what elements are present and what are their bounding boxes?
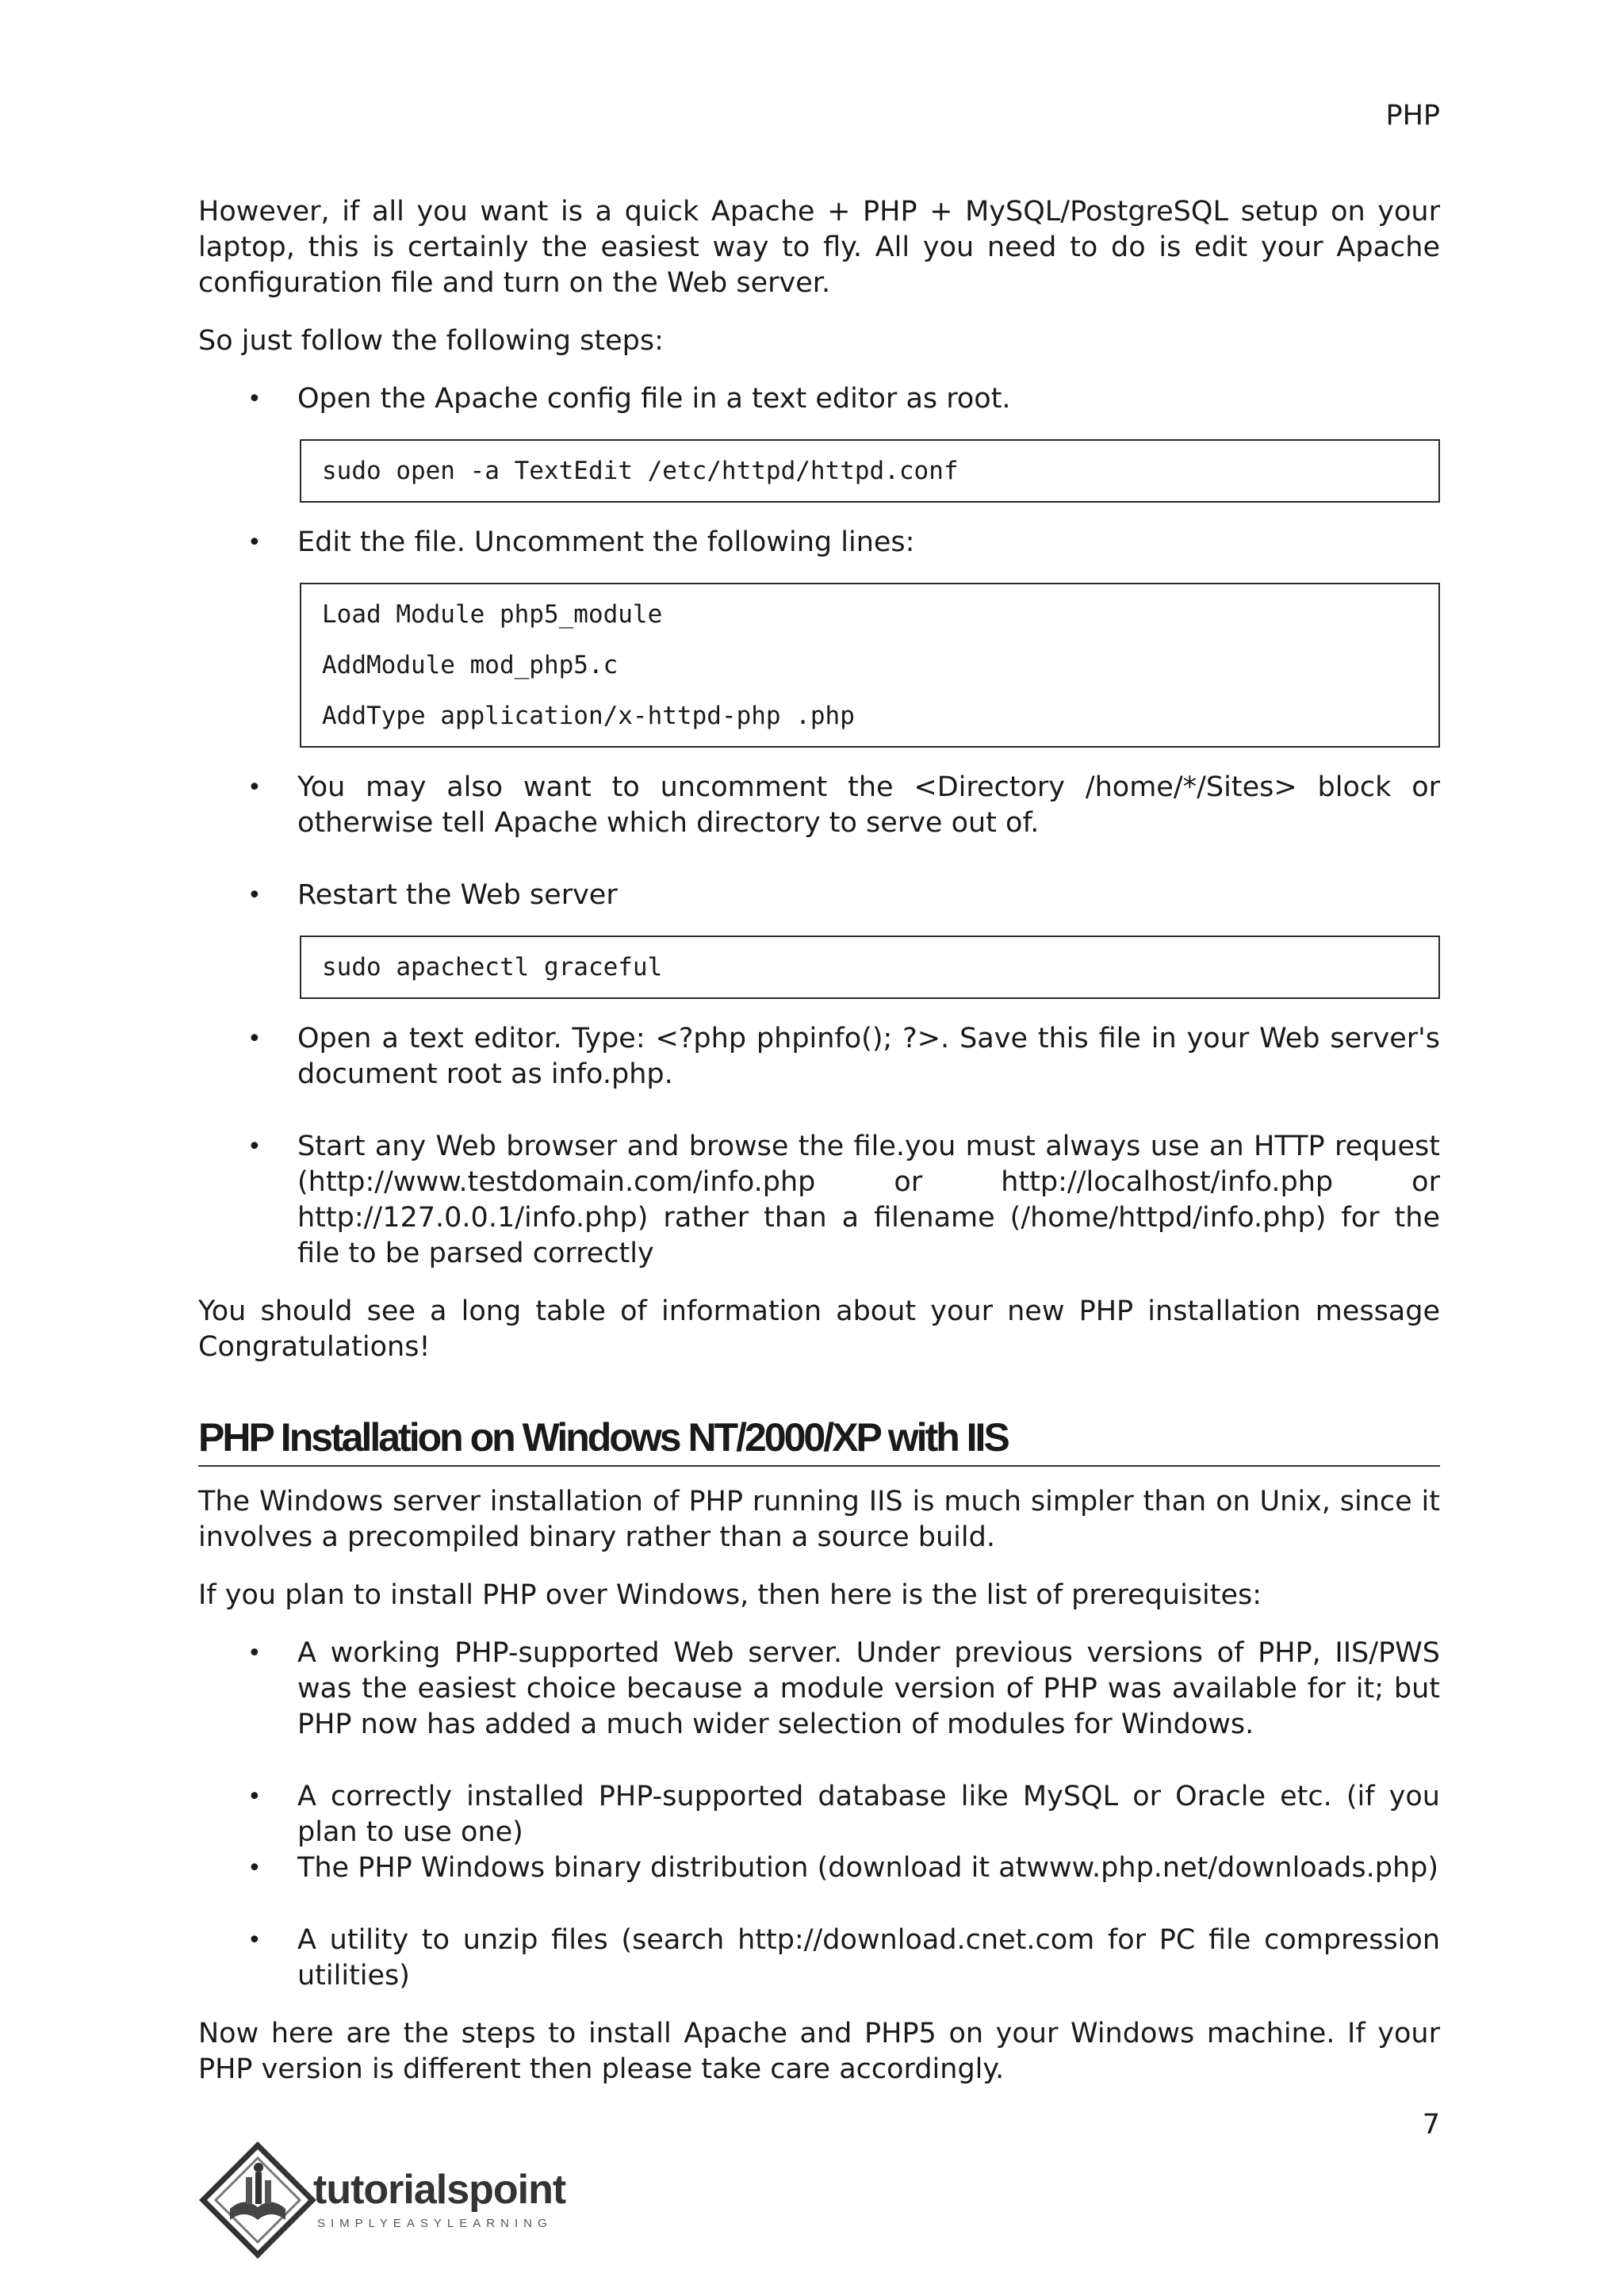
setup-steps-list (198, 381, 1440, 417)
code-line: sudo open -a TextEdit /etc/httpd/httpd.conf (322, 457, 959, 485)
list-item (198, 1779, 1440, 1850)
list-item-text: You may also want to uncomment the <Directory /home/*/Sites> block or otherwise tell Apache which directory to serve out of. (297, 771, 1440, 839)
list-item (198, 770, 1440, 841)
bullet-icon: • (247, 1640, 262, 1667)
list-item (198, 1923, 1440, 1994)
code-block-open-config (300, 439, 1440, 503)
list-item-text: A working PHP-supported Web server. Under previous versions of PHP, IIS/PWS was the easiest choice because a module version of PHP was available for it; but PHP now has added a much wider selection of modules for Windows. (297, 1637, 1440, 1740)
bullet-icon: • (247, 385, 262, 413)
logo-tagline: SIMPLYEASYLEARNING (317, 2217, 553, 2230)
logo-wordmark: tutorialspoint (313, 2167, 566, 2213)
tutorialspoint-logo (198, 2141, 642, 2260)
code-line: AddType application/x-httpd-php .php (322, 702, 855, 730)
setup-steps-list (198, 1021, 1440, 1272)
list-item (198, 1850, 1440, 1886)
running-header: PHP (1385, 100, 1440, 132)
list-item-text: Restart the Web server (297, 879, 618, 911)
code-line: Load Module php5_module (322, 600, 663, 629)
list-item-text: The PHP Windows binary distribution (download it atwww.php.net/downloads.php) (297, 1852, 1439, 1884)
list-item (198, 1021, 1440, 1093)
closing-paragraph: Now here are the steps to install Apache and PHP5 on your Windows machine. If your PHP version is different then please take care accordingly. (198, 2018, 1440, 2085)
setup-steps-list (198, 770, 1440, 913)
bullet-icon: • (247, 882, 262, 909)
intro-paragraph: However, if all you want is a quick Apache + PHP + MySQL/PostgreSQL setup on your laptop, this is certainly the easiest way to fly. All you need to do is edit your Apache configuration file and turn on the Web server. (198, 196, 1440, 299)
list-item-text: Open the Apache config file in a text editor as root. (297, 383, 1011, 415)
list-item (198, 1129, 1440, 1272)
list-item (198, 381, 1440, 417)
page-number: 7 (1422, 2109, 1440, 2141)
list-item (198, 525, 1440, 561)
code-line: AddModule mod_php5.c (322, 651, 619, 679)
windows-intro-paragraph: The Windows server installation of PHP running IIS is much simpler than on Unix, since it involves a precompiled binary rather than a source build. (198, 1486, 1440, 1553)
bullet-icon: • (247, 1025, 262, 1053)
book-diamond-icon (198, 2141, 317, 2260)
list-item (198, 1636, 1440, 1743)
section-heading: PHP Installation on Windows NT/2000/XP with IIS (198, 1413, 1440, 1467)
list-item-text: Edit the file. Uncomment the following lines: (297, 526, 915, 558)
list-item-text: A correctly installed PHP-supported database like MySQL or Oracle etc. (if you plan to use one) (297, 1781, 1440, 1848)
page-content (198, 194, 1440, 2110)
bullet-icon: • (247, 1133, 262, 1161)
list-item-text: Open a text editor. Type: <?php phpinfo(); ?>. Save this file in your Web server's document root as info.php. (297, 1023, 1440, 1090)
steps-intro-paragraph: So just follow the following steps: (198, 325, 664, 357)
code-line: sudo apachectl graceful (322, 953, 663, 982)
list-item-text: A utility to unzip files (search http://download.cnet.com for PC file compression utilities) (297, 1924, 1440, 1992)
list-item-text: Start any Web browser and browse the file.you must always use an HTTP request (http://www.testdomain.com/info.php or http://localhost/info.php or http://127.0.0.1/info.php) rather than a filename (/home/httpd/info.php) for the file to be parsed correctly (297, 1131, 1440, 1269)
bullet-icon: • (247, 1783, 262, 1811)
result-paragraph: You should see a long table of information about your new PHP installation message Congratulations! (198, 1295, 1440, 1363)
prerequisites-intro-paragraph: If you plan to install PHP over Windows, then here is the list of prerequisites: (198, 1579, 1262, 1611)
bullet-icon: • (247, 1854, 262, 1882)
setup-steps-list (198, 525, 1440, 561)
bullet-icon: • (247, 1927, 262, 1954)
bullet-icon: • (247, 774, 262, 802)
code-block-uncomment-lines (300, 583, 1440, 748)
code-block-restart (300, 936, 1440, 999)
list-item (198, 878, 1440, 913)
document-page (198, 0, 1440, 2296)
prerequisites-list (198, 1636, 1440, 1994)
bullet-icon: • (247, 529, 262, 557)
